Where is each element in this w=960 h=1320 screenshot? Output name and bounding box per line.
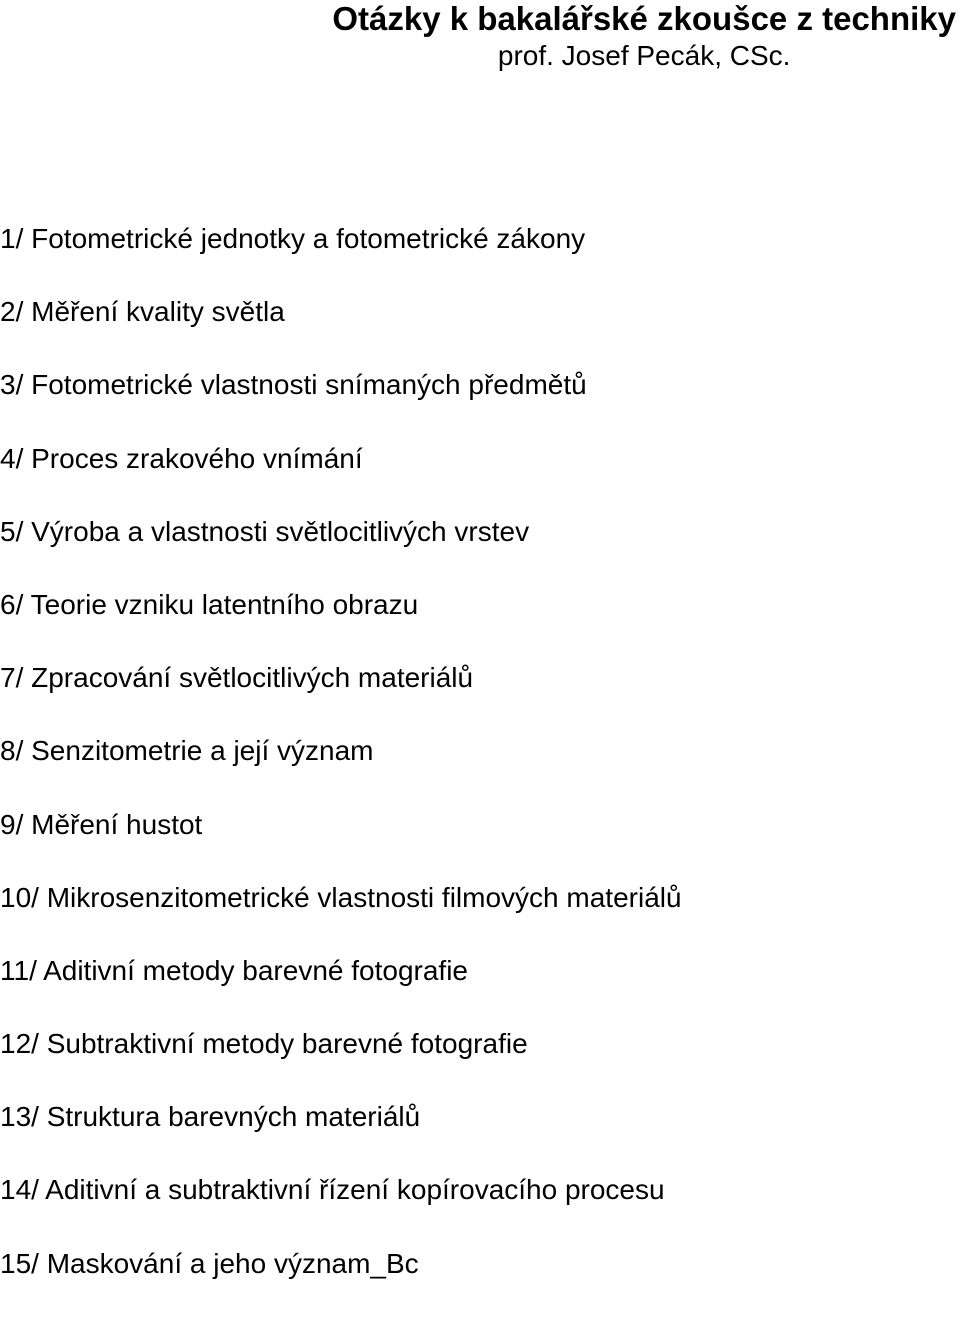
question-item: 6/ Teorie vzniku latentního obrazu xyxy=(0,588,419,620)
question-item: 1/ Fotometrické jednotky a fotometrické zákony xyxy=(0,223,586,254)
document-author: prof. Josef Pecák, CSc. xyxy=(497,40,791,71)
question-item: 3/ Fotometrické vlastnosti snímaných předmětů xyxy=(0,369,587,401)
question-item: 4/ Proces zrakového vnímání xyxy=(0,442,363,474)
question-item: 15/ Maskování a jeho význam_Bc xyxy=(0,1247,419,1279)
question-item: 14/ Aditivní a subtraktivní řízení kopírovacího procesu xyxy=(0,1174,665,1206)
document-title: Otázky k bakalářské zkoušce z techniky xyxy=(332,0,956,37)
document-header xyxy=(332,0,956,74)
question-item: 10/ Mikrosenzitometrické vlastnosti filmových materiálů xyxy=(0,881,682,913)
question-item: 8/ Senzitometrie a její význam xyxy=(0,735,374,767)
question-item: 13/ Struktura barevných materiálů xyxy=(0,1101,421,1133)
question-item: 7/ Zpracování světlocitlivých materiálů xyxy=(0,662,474,694)
question-item: 2/ Měření kvality světla xyxy=(0,296,285,328)
question-item: 9/ Měření hustot xyxy=(0,808,203,840)
question-item: 12/ Subtraktivní metody barevné fotografie xyxy=(0,1028,528,1060)
question-list xyxy=(0,222,682,1320)
question-item: 5/ Výroba a vlastnosti světlocitlivých vrstev xyxy=(0,515,530,547)
question-item: 11/ Aditivní metody barevné fotografie xyxy=(0,954,468,986)
